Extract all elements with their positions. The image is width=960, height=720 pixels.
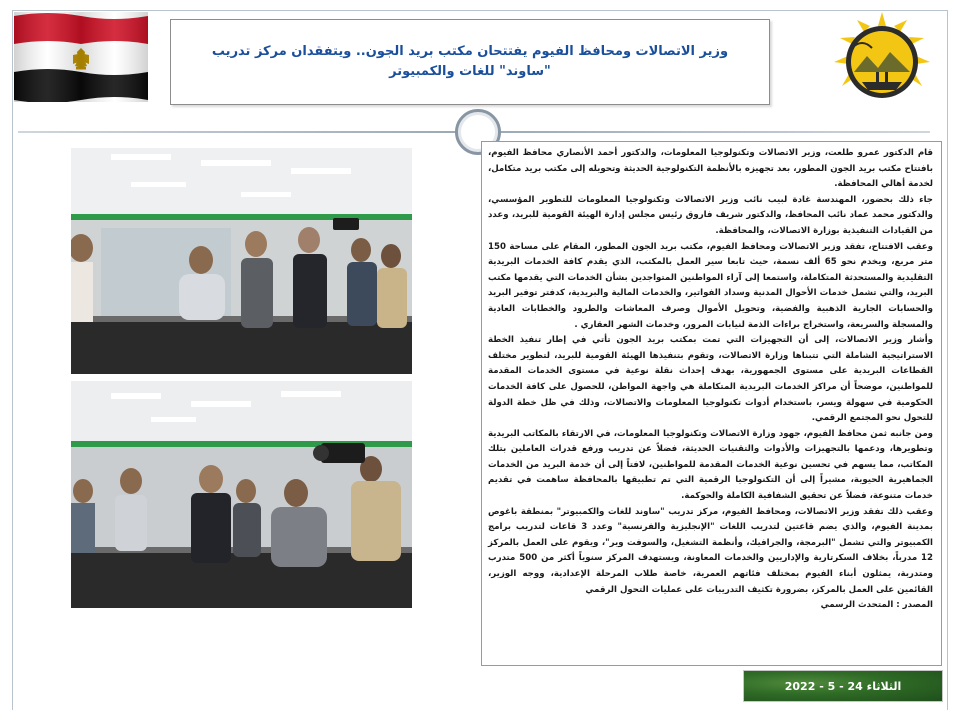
article-source: المصدر : المتحدث الرسمي <box>820 600 933 611</box>
page-frame-left <box>12 10 13 710</box>
article-paragraph: ومن جانبه ثمن محافظ الفيوم، جهود وزارة الاتصالات وتكنولوجيا المعلومات، في الارتقاء بالمكاتب البريدية وتطويرها، ودعمها بالتجهيزات والأدوات والتقنيات الحديثة، فضلاً عن تدريب ورفع قدرات العاملين بتلك المكاتب، مما يسهم في تحسين نوعية الخدمات المقدمة للمواطنين، لافتاً إلى أن خدمة البريد من الخدمات الجماهيرية الحيوية، مشيراً إلى أن التكنولوجيا الرقمية التي تم تطبيقها بالمحافظة ساهمت في تقديم خدمات متنوعة، فضلاً عن تحقيق الشفافية الكاملة والحوكمة. <box>488 428 933 502</box>
article-body <box>481 141 942 666</box>
article-paragraph: جاء ذلك بحضور، المهندسة غادة لبيب نائب وزير الاتصالات وتكنولوجيا المعلومات للتطوير المؤسسي، والدكتور محمد عماد نائب المحافظ، والدكتور شريف فاروق رئيس مجلس إدارة الهيئة القومية للبريد، وعدد من القيادات التنفيذية بوزارة الاتصالات، والمحافظة. <box>488 194 933 236</box>
headline: وزير الاتصالات ومحافظ الفيوم يفتتحان مكتب بريد الجون.. ويتفقدان مركز تدريب "ساوند" للغات والكمبيوتر <box>211 44 729 79</box>
photo-minister-greeting-employee <box>71 381 412 608</box>
article-paragraph: قام الدكتور عمرو طلعت، وزير الاتصالات وتكنولوجيا المعلومات، والدكتور أحمد الأنصاري محافظ الفيوم، بافتتاح مكتب بريد الجون المطور، بعد تجهيزه بالأنظمة التكنولوجية الحديثة وتحويله إلى مكتب بريد متكامل، لخدمة أهالي المحافظة. <box>488 148 933 190</box>
date-text: الثلاثاء 24 - 5 - 2022 <box>784 679 902 693</box>
article-paragraph: وعقب الافتتاح، تفقد وزير الاتصالات ومحافظ الفيوم، مكتب بريد الجون المطور، المقام على مساحة 150 متر مربع، ويخدم نحو 65 ألف نسمة، حيث تابعا سير العمل بالمكتب، الذي يقدم كافة الخدمات البريدية التقليدية والمستحدثة المتكاملة، واستمعا إلى آراء المواطنين المتواجدين بشأن الخدمات التي يقدمها مكتب البريد، والتي تشمل خدمات الأحوال المدنية وسداد الفواتير، والخدمات المالية والبريدية، كدفتر توفير البريد والحسابات الجارية الذهبية والفضية، وتحويل الأموال وصرف المعاشات والطرود والخطابات العادية والمسجلة والسريعة، واستخراج براءات الذمة لنيابات المرور، وخدمات الشهر العقاري . <box>488 241 933 330</box>
page-frame-top <box>12 10 948 11</box>
headline-box <box>170 19 770 105</box>
egypt-flag-icon <box>14 12 148 102</box>
article-paragraph: وعقب ذلك تفقد وزير الاتصالات، ومحافظ الفيوم، مركز تدريب "ساوند للغات والكمبيوتر" بمنطقة باغوص بمدينة الفيوم، والذي يضم قاعتين لتدريب اللغات "الإنجليزية والفرنسية" وعدد 3 قاعات لتدريب برامج الكمبيوتر والتي تشمل "البرمجة، والجرافيك، وأنظمة التشغيل، والسوفت وير"، ويقوم على العمل بالمركز 12 مدرباً، بخلاف السكرتارية والإداريين والخدمات المعاونة، ويستهدف المركز سنوياً أكثر من 500 متدرب ومتدربة، يمثلون أبناء الفيوم بمختلف فئاتهم العمرية، خاصة طلاب المرحلة الإعدادية، ووجه الوزير، القائمين على العمل بالمركز، بضرورة تكثيف التدريبات على عمليات التحول الرقمي <box>488 506 934 595</box>
article-text <box>488 146 933 614</box>
governorate-logo <box>832 12 932 108</box>
article-paragraph: وأشار وزير الاتصالات، إلى أن التجهيزات التي تمت بمكتب بريد الجون تأتي في إطار تنفيذ الخطة الاستراتيجية الشاملة التي تتبناها وزارة الاتصالات، وتقوم بتنفيذها الهيئة القومية للبريد، لتطوير مختلف القطاعات البريدية على مستوى الجمهورية، بهدف إحداث نقلة نوعية في مستوى الخدمات المقدمة للمواطنين، موضحاً أن مراكز الخدمات البريدية المتكاملة هي واجهة المواطن، للحصول على كافة الخدمات الحكومية في سهولة ويسر، باستخدام أدوات تكنولوجيا المعلومات والاتصالات، وذلك في ظل خطة الدولة للتحول نحو المجتمع الرقمي. <box>488 335 933 424</box>
date-bar <box>743 670 943 702</box>
photo-opening-post-office-counter <box>71 148 412 374</box>
page-frame-right <box>947 10 948 710</box>
